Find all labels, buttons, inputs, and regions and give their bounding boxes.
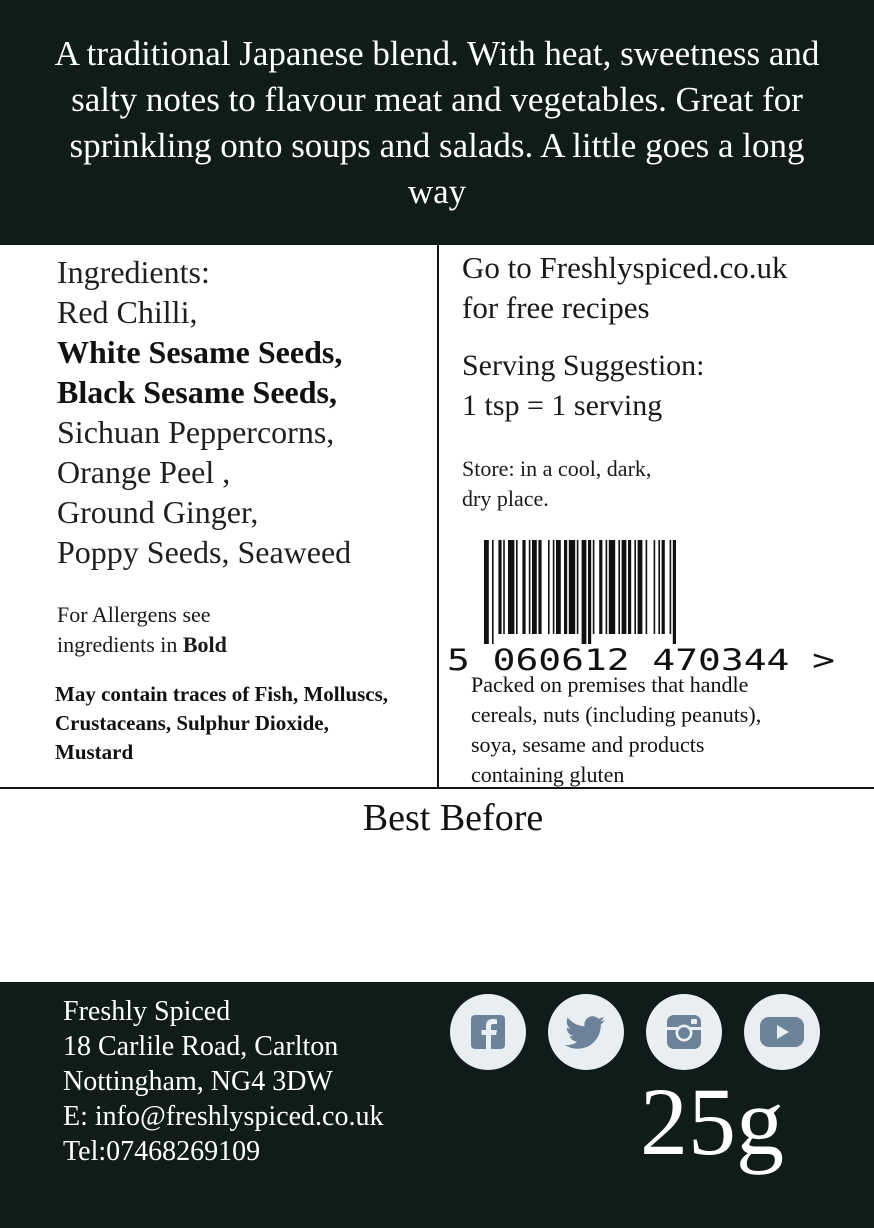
info-panel <box>462 248 862 514</box>
barcode-bar <box>532 540 537 634</box>
barcode-bar <box>658 540 660 634</box>
email-address[interactable]: E: info@freshlyspiced.co.uk <box>63 1101 384 1132</box>
barcode-bar <box>516 540 518 634</box>
packed-line2: cereals, nuts (including peanuts), <box>471 702 762 727</box>
ingredients-heading: Ingredients: <box>57 254 210 290</box>
may-contain-traces <box>55 680 432 767</box>
facebook-icon[interactable] <box>450 994 526 1070</box>
barcode-bar <box>538 540 541 634</box>
barcode-bar <box>564 540 567 634</box>
barcode-bar <box>569 540 575 634</box>
traces-line3: Mustard <box>55 740 134 764</box>
barcode-bar <box>670 540 672 634</box>
serving-suggestion <box>462 346 862 426</box>
ingredient-item: White Sesame Seeds, <box>57 334 343 370</box>
contact-footer <box>0 982 874 1228</box>
column-divider <box>437 245 439 788</box>
barcode-bar <box>634 540 636 634</box>
traces-line2: Crustaceans, Sulphur Dioxide, <box>55 711 329 735</box>
barcode-bar <box>577 540 579 634</box>
allergen-note <box>57 600 432 660</box>
serving-heading: Serving Suggestion: <box>462 349 705 382</box>
barcode-bar <box>618 540 620 634</box>
barcode-bars <box>484 540 676 644</box>
contact-details <box>63 994 383 1169</box>
barcode-bar <box>638 540 643 634</box>
twitter-icon[interactable] <box>548 994 624 1070</box>
packed-line4: containing gluten <box>471 762 625 787</box>
serving-value: 1 tsp = 1 serving <box>462 389 663 422</box>
storage-line2: dry place. <box>462 486 549 511</box>
barcode-bar <box>609 540 615 634</box>
barcode-bar <box>582 540 587 644</box>
packed-on-premises-notice <box>471 670 851 790</box>
product-description: A traditional Japanese blend. With heat, sweetness and salty notes to flavour meat and vegetables. Great for sprinkling onto soups and salads. A little goes a long way <box>54 33 820 211</box>
ingredients-list <box>57 292 432 572</box>
barcode <box>447 538 837 680</box>
barcode-bar <box>606 540 608 634</box>
website-line1: Go to Freshlyspiced.co.uk <box>462 250 788 285</box>
barcode-bar <box>599 540 602 634</box>
barcode-bar <box>498 540 501 634</box>
best-before-label: Best Before <box>362 797 544 839</box>
social-icons <box>450 994 830 1074</box>
storage-line1: Store: in a cool, dark, <box>462 456 652 481</box>
barcode-bar <box>654 540 656 634</box>
barcode-bar <box>622 540 627 634</box>
barcode-bar <box>553 540 555 634</box>
barcode-bar <box>522 540 525 634</box>
ingredients-panel <box>57 252 432 767</box>
ingredient-item: Red Chilli, <box>57 294 198 330</box>
barcode-bar <box>628 540 631 634</box>
barcode-bar <box>508 540 514 634</box>
storage-instructions <box>462 454 862 514</box>
barcode-bar <box>548 540 550 634</box>
ingredient-item: Ground Ginger, <box>57 494 259 530</box>
allergen-note-text: ingredients in <box>57 632 183 657</box>
instagram-icon[interactable] <box>646 994 722 1070</box>
company-name: Freshly Spiced <box>63 996 231 1027</box>
ingredient-item: Black Sesame Seeds, <box>57 374 337 410</box>
ingredient-item: Sichuan Peppercorns, <box>57 414 335 450</box>
phone-number[interactable]: Tel:07468269109 <box>63 1136 261 1167</box>
traces-line1: May contain traces of Fish, Molluscs, <box>55 682 389 706</box>
barcode-bar <box>556 540 561 634</box>
barcode-bar <box>529 540 531 634</box>
ingredient-item: Poppy Seeds, Seaweed <box>57 534 352 570</box>
barcode-bar <box>662 540 665 634</box>
packed-line1: Packed on premises that handle <box>471 672 749 697</box>
allergen-bold-word: Bold <box>182 632 227 657</box>
barcode-bar <box>588 540 591 644</box>
barcode-bar <box>673 540 676 644</box>
barcode-bar <box>484 540 489 644</box>
ingredient-item: Orange Peel , <box>57 454 231 490</box>
allergen-note-line2 <box>57 630 432 660</box>
barcode-bar <box>492 540 494 644</box>
address-line2: Nottingham, NG4 3DW <box>63 1066 333 1097</box>
allergen-note-line1: For Allergens see <box>57 602 211 627</box>
address-line1: 18 Carlile Road, Carlton <box>63 1031 339 1062</box>
packed-line3: soya, sesame and products <box>471 732 705 757</box>
website-promo <box>462 248 862 328</box>
barcode-bar <box>646 540 648 634</box>
description-banner <box>0 0 874 245</box>
barcode-bar <box>593 540 595 634</box>
barcode-number: 5 060612 470344 > <box>447 643 835 677</box>
youtube-icon[interactable] <box>744 994 820 1070</box>
net-weight: 25g <box>640 1068 784 1175</box>
website-line2: for free recipes <box>462 290 650 325</box>
barcode-bar <box>503 540 505 634</box>
